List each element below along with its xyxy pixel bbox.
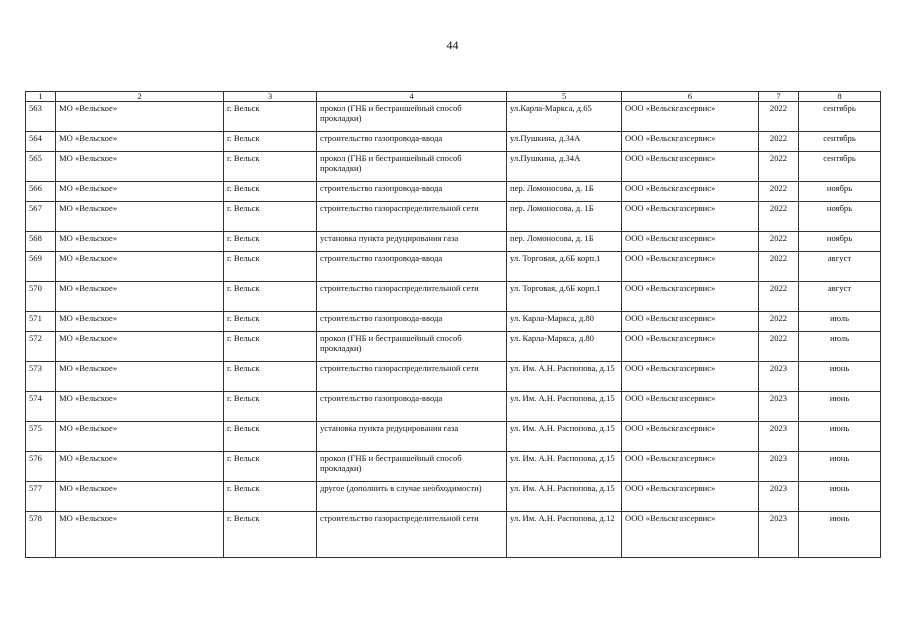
cell-address: ул.Пушкина, д.34А (507, 132, 622, 152)
cell-work-type: прокол (ГНБ и бестраншейный способ прокладки) (317, 102, 507, 132)
cell-row-number: 572 (26, 332, 56, 362)
cell-work-type: строительство газораспределительной сети (317, 512, 507, 558)
cell-address: ул. Торговая, д.6Б корп.1 (507, 282, 622, 312)
cell-municipality: МО «Вельское» (56, 452, 224, 482)
cell-organization: ООО «Вельскгазсервис» (622, 282, 759, 312)
cell-municipality: МО «Вельское» (56, 202, 224, 232)
table-row (26, 132, 881, 152)
cell-organization: ООО «Вельскгазсервис» (622, 252, 759, 282)
cell-settlement: г. Вельск (224, 332, 317, 362)
cell-settlement: г. Вельск (224, 392, 317, 422)
table-row (26, 362, 881, 392)
cell-settlement: г. Вельск (224, 102, 317, 132)
cell-month: июнь (799, 422, 881, 452)
cell-row-number: 566 (26, 182, 56, 202)
cell-month: сентябрь (799, 132, 881, 152)
cell-year: 2022 (759, 282, 799, 312)
cell-address: ул. Им. А.Н. Распопова, д.15 (507, 392, 622, 422)
cell-month: июль (799, 312, 881, 332)
cell-municipality: МО «Вельское» (56, 282, 224, 312)
column-header: 8 (799, 92, 881, 102)
cell-municipality: МО «Вельское» (56, 312, 224, 332)
cell-work-type: прокол (ГНБ и бестраншейный способ прокладки) (317, 452, 507, 482)
cell-organization: ООО «Вельскгазсервис» (622, 202, 759, 232)
table-row (26, 452, 881, 482)
cell-month: июль (799, 332, 881, 362)
cell-address: ул. Им. А.Н. Распопова, д.15 (507, 452, 622, 482)
cell-month: август (799, 252, 881, 282)
cell-year: 2022 (759, 252, 799, 282)
cell-address: ул. Им. А.Н. Распопова, д.15 (507, 482, 622, 512)
table-row (26, 482, 881, 512)
cell-work-type: строительство газораспределительной сети (317, 202, 507, 232)
cell-address: пер. Ломоносова, д. 1Б (507, 202, 622, 232)
column-header: 1 (26, 92, 56, 102)
cell-month: июнь (799, 512, 881, 558)
cell-address: пер. Ломоносова, д. 1Б (507, 232, 622, 252)
cell-address: пер. Ломоносова, д. 1Б (507, 182, 622, 202)
cell-settlement: г. Вельск (224, 252, 317, 282)
cell-row-number: 563 (26, 102, 56, 132)
cell-month: ноябрь (799, 182, 881, 202)
cell-month: сентябрь (799, 152, 881, 182)
column-header: 7 (759, 92, 799, 102)
cell-settlement: г. Вельск (224, 452, 317, 482)
cell-organization: ООО «Вельскгазсервис» (622, 152, 759, 182)
cell-municipality: МО «Вельское» (56, 362, 224, 392)
cell-year: 2023 (759, 422, 799, 452)
cell-row-number: 577 (26, 482, 56, 512)
cell-organization: ООО «Вельскгазсервис» (622, 392, 759, 422)
cell-year: 2023 (759, 392, 799, 422)
cell-organization: ООО «Вельскгазсервис» (622, 312, 759, 332)
cell-settlement: г. Вельск (224, 182, 317, 202)
cell-work-type: строительство газопровода-ввода (317, 182, 507, 202)
cell-year: 2022 (759, 332, 799, 362)
table-header-row (26, 92, 881, 102)
cell-settlement: г. Вельск (224, 152, 317, 182)
cell-organization: ООО «Вельскгазсервис» (622, 132, 759, 152)
cell-month: июнь (799, 362, 881, 392)
cell-municipality: МО «Вельское» (56, 182, 224, 202)
table-row (26, 422, 881, 452)
cell-organization: ООО «Вельскгазсервис» (622, 232, 759, 252)
cell-work-type: строительство газопровода-ввода (317, 252, 507, 282)
cell-municipality: МО «Вельское» (56, 512, 224, 558)
cell-address: ул. Им. А.Н. Распопова, д.12 (507, 512, 622, 558)
cell-row-number: 576 (26, 452, 56, 482)
cell-settlement: г. Вельск (224, 482, 317, 512)
cell-month: июнь (799, 452, 881, 482)
table-row (26, 252, 881, 282)
cell-address: ул. Карла-Маркса, д.80 (507, 332, 622, 362)
cell-settlement: г. Вельск (224, 362, 317, 392)
cell-row-number: 571 (26, 312, 56, 332)
cell-work-type: другое (дополнить в случае необходимости) (317, 482, 507, 512)
cell-municipality: МО «Вельское» (56, 422, 224, 452)
cell-organization: ООО «Вельскгазсервис» (622, 182, 759, 202)
cell-year: 2023 (759, 452, 799, 482)
cell-address: ул.Карла-Маркса, д.65 (507, 102, 622, 132)
column-header: 6 (622, 92, 759, 102)
table-row (26, 312, 881, 332)
page-number: 44 (446, 38, 459, 52)
cell-row-number: 565 (26, 152, 56, 182)
table-row (26, 102, 881, 132)
cell-month: июнь (799, 482, 881, 512)
cell-month: июнь (799, 392, 881, 422)
cell-row-number: 574 (26, 392, 56, 422)
cell-settlement: г. Вельск (224, 132, 317, 152)
table-row (26, 392, 881, 422)
cell-organization: ООО «Вельскгазсервис» (622, 452, 759, 482)
cell-municipality: МО «Вельское» (56, 232, 224, 252)
cell-row-number: 570 (26, 282, 56, 312)
column-header: 3 (224, 92, 317, 102)
cell-municipality: МО «Вельское» (56, 332, 224, 362)
cell-municipality: МО «Вельское» (56, 252, 224, 282)
cell-month: август (799, 282, 881, 312)
cell-row-number: 573 (26, 362, 56, 392)
cell-year: 2023 (759, 512, 799, 558)
table-row (26, 152, 881, 182)
cell-settlement: г. Вельск (224, 282, 317, 312)
cell-month: ноябрь (799, 202, 881, 232)
cell-municipality: МО «Вельское» (56, 132, 224, 152)
cell-year: 2022 (759, 132, 799, 152)
cell-year: 2022 (759, 152, 799, 182)
cell-year: 2022 (759, 182, 799, 202)
cell-organization: ООО «Вельскгазсервис» (622, 512, 759, 558)
cell-work-type: прокол (ГНБ и бестраншейный способ прокладки) (317, 332, 507, 362)
cell-work-type: строительство газопровода-ввода (317, 132, 507, 152)
cell-organization: ООО «Вельскгазсервис» (622, 362, 759, 392)
column-header: 4 (317, 92, 507, 102)
cell-row-number: 569 (26, 252, 56, 282)
cell-settlement: г. Вельск (224, 232, 317, 252)
cell-organization: ООО «Вельскгазсервис» (622, 102, 759, 132)
cell-address: ул. Им. А.Н. Распопова, д.15 (507, 362, 622, 392)
cell-work-type: строительство газораспределительной сети (317, 282, 507, 312)
cell-municipality: МО «Вельское» (56, 482, 224, 512)
cell-address: ул. Им. А.Н. Распопова, д.15 (507, 422, 622, 452)
cell-municipality: МО «Вельское» (56, 152, 224, 182)
table-row (26, 232, 881, 252)
cell-municipality: МО «Вельское» (56, 102, 224, 132)
cell-year: 2023 (759, 482, 799, 512)
table-body (26, 102, 881, 558)
cell-year: 2023 (759, 362, 799, 392)
cell-work-type: строительство газораспределительной сети (317, 362, 507, 392)
cell-address: ул.Пушкина, д.34А (507, 152, 622, 182)
table-row (26, 282, 881, 312)
cell-settlement: г. Вельск (224, 312, 317, 332)
cell-year: 2022 (759, 312, 799, 332)
cell-work-type: установка пункта редуцирования газа (317, 422, 507, 452)
table-row (26, 202, 881, 232)
cell-month: сентябрь (799, 102, 881, 132)
cell-municipality: МО «Вельское» (56, 392, 224, 422)
cell-row-number: 568 (26, 232, 56, 252)
cell-work-type: строительство газопровода-ввода (317, 392, 507, 422)
cell-organization: ООО «Вельскгазсервис» (622, 332, 759, 362)
table-row (26, 512, 881, 558)
cell-row-number: 578 (26, 512, 56, 558)
data-table (25, 91, 881, 558)
cell-month: ноябрь (799, 232, 881, 252)
cell-organization: ООО «Вельскгазсервис» (622, 422, 759, 452)
cell-address: ул. Торговая, д.6Б корп.1 (507, 252, 622, 282)
cell-work-type: строительство газопровода-ввода (317, 312, 507, 332)
column-header: 2 (56, 92, 224, 102)
cell-address: ул. Карла-Маркса, д.80 (507, 312, 622, 332)
column-header: 5 (507, 92, 622, 102)
cell-work-type: установка пункта редуцирования газа (317, 232, 507, 252)
cell-year: 2022 (759, 232, 799, 252)
cell-settlement: г. Вельск (224, 202, 317, 232)
cell-row-number: 564 (26, 132, 56, 152)
cell-year: 2022 (759, 202, 799, 232)
cell-row-number: 567 (26, 202, 56, 232)
cell-row-number: 575 (26, 422, 56, 452)
cell-work-type: прокол (ГНБ и бестраншейный способ прокладки) (317, 152, 507, 182)
table-row (26, 332, 881, 362)
table-row (26, 182, 881, 202)
cell-organization: ООО «Вельскгазсервис» (622, 482, 759, 512)
cell-settlement: г. Вельск (224, 512, 317, 558)
cell-settlement: г. Вельск (224, 422, 317, 452)
cell-year: 2022 (759, 102, 799, 132)
